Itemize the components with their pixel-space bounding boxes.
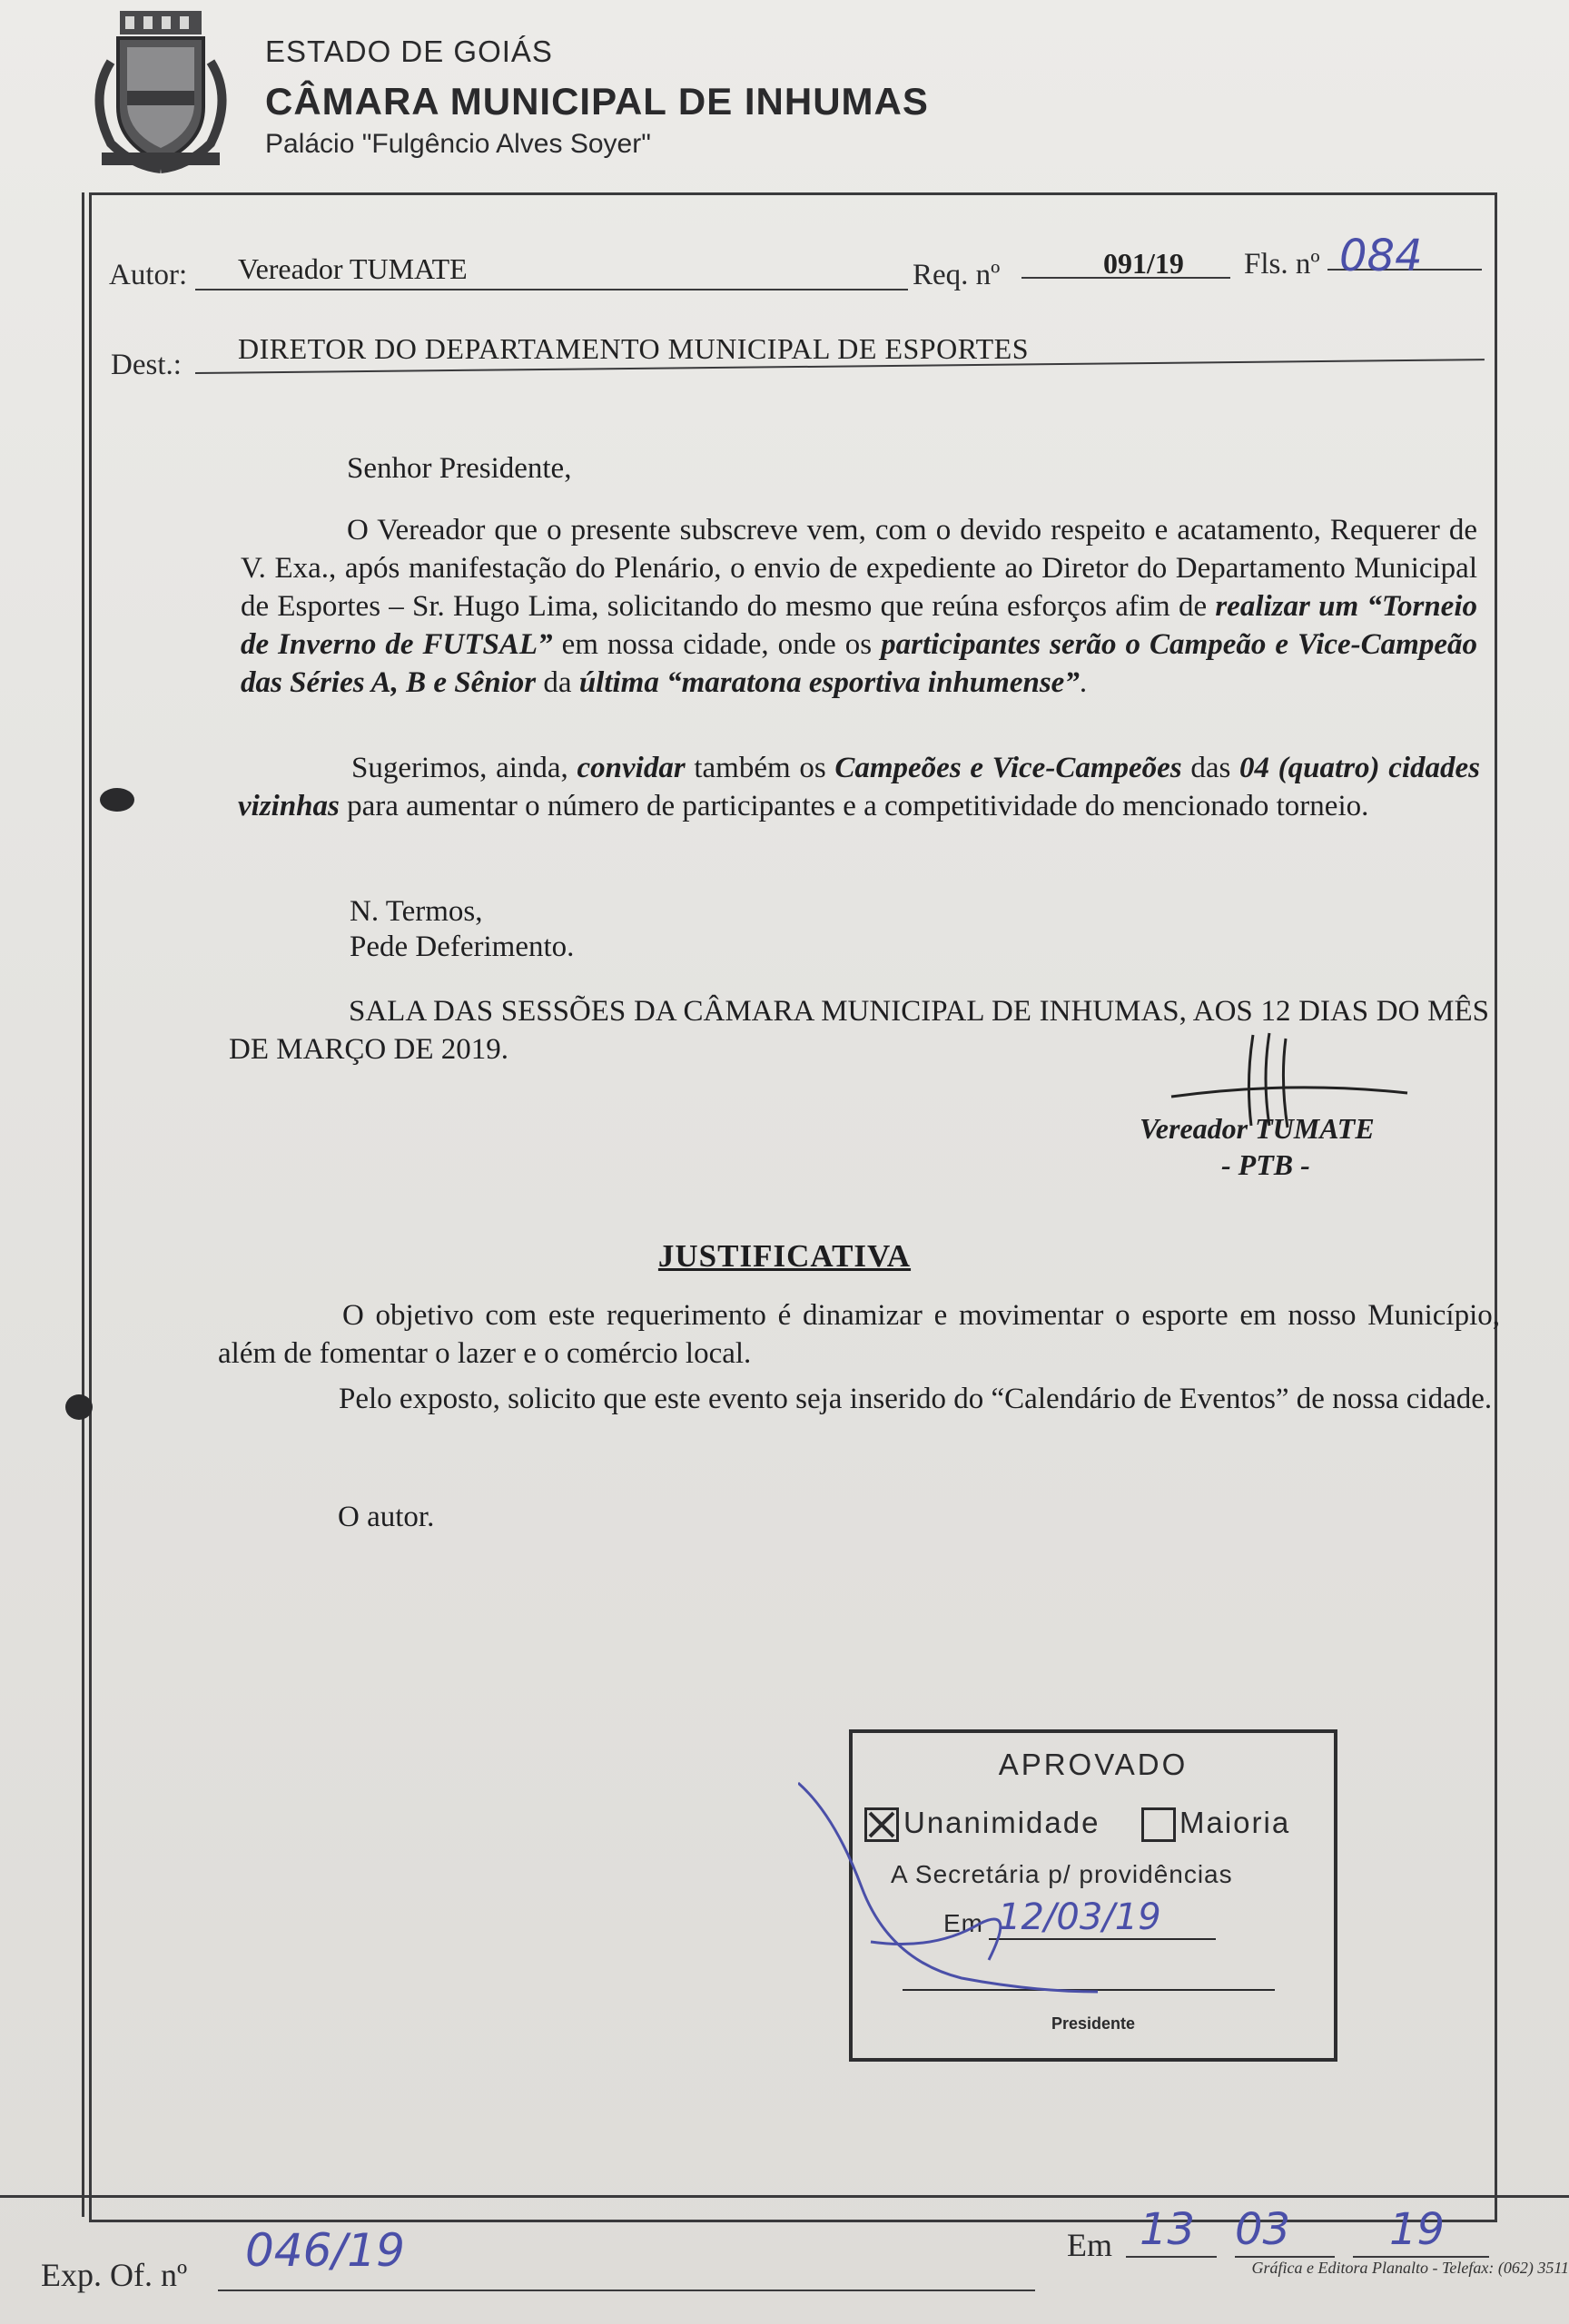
exp-label: Exp. Of. nº [41, 2257, 188, 2293]
chamber-name: CÂMARA MUNICIPAL DE INHUMAS [265, 80, 929, 123]
closing-request: Pede Deferimento. [350, 931, 575, 963]
president-signature-scribble [798, 1778, 1125, 2014]
req-value: 091/19 [1103, 247, 1184, 280]
punch-hole-mark [65, 1394, 93, 1420]
majority-checkbox[interactable] [1141, 1807, 1176, 1842]
session-date-line: SALA DAS SESSÕES DA CÂMARA MUNICIPAL DE INHUMAS, AOS 12 DIAS DO MÊS DE MARÇO DE 2019. [229, 995, 1489, 1066]
unanimity-label: Unanimidade [903, 1806, 1100, 1839]
author-line [195, 289, 908, 290]
paragraph-suggestion: Sugerimos, ainda, convidar também os Campeões e Vice-Campeões das 04 (quatro) cidades vizinhas para aumentar o número de participantes e a competitividade do mencionado torneio. [238, 752, 1481, 822]
exp-handwritten-value: 046/19 [245, 2224, 405, 2277]
dest-value: DIRETOR DO DEPARTAMENTO MUNICIPAL DE ESPORTES [238, 332, 1029, 365]
majority-label: Maioria [1179, 1806, 1291, 1839]
paragraph-request: O Vereador que o presente subscreve vem, com o devido respeito e acatamento, Requerer de V. Exa., após manifestação do Plenário, o envio de expediente ao Diretor do Departamento Municipal de Esportes – Sr. Hugo Lima, solicitando do mesmo que reúna esforços afim de realizar um “Torneio de Inverno de FUTSAL” em nossa cidade, onde os participantes serão o Campeão e Vice-Campeão das Séries A, B e Sênior da última “maratona esportiva inhumense”. [241, 514, 1478, 699]
signer-name: Vereador TUMATE [1140, 1112, 1375, 1145]
stamp-em-label: Em [943, 1909, 983, 1937]
footer-day-line [1126, 2256, 1217, 2258]
printer-credit: Gráfica e Editora Planalto - Telefax: (062) 3511 [1251, 2259, 1569, 2277]
footer-month: 03 [1235, 2204, 1291, 2255]
stamp-title: APROVADO [998, 1748, 1189, 1781]
justification-heading: JUSTIFICATIVA [657, 1238, 912, 1274]
footer-year: 19 [1389, 2204, 1446, 2255]
palace-name: Palácio "Fulgêncio Alves Soyer" [265, 129, 651, 159]
justification-paragraph-2: Pelo exposto, solicito que este evento seja inserido do “Calendário de Eventos” de nossa cidade. [339, 1383, 1493, 1415]
fls-label: Fls. nº [1244, 248, 1320, 281]
state-name: ESTADO DE GOIÁS [265, 34, 553, 68]
footer-day: 13 [1140, 2204, 1196, 2255]
punch-hole-mark [100, 788, 134, 812]
approval-stamp [849, 1729, 1337, 2062]
footer-year-line [1353, 2256, 1489, 2258]
closing-terms: N. Termos, [350, 895, 483, 928]
justification-author: O autor. [338, 1501, 435, 1533]
dest-label: Dest.: [111, 349, 182, 381]
stamp-handwritten-date: 12/03/19 [998, 1896, 1161, 1938]
footer-rule [0, 2195, 1569, 2198]
municipal-crest-icon [84, 7, 238, 175]
signer-party: - PTB - [1221, 1148, 1310, 1181]
salutation: Senhor Presidente, [347, 452, 572, 485]
secretary-line: A Secretária p/ providências [891, 1860, 1233, 1888]
justification-paragraph-1: O objetivo com este requerimento é dinamizar e movimentar o esporte em nosso Município, além de fomentar o lazer e o comércio local. [218, 1299, 1500, 1370]
author-label: Autor: [109, 259, 188, 291]
exp-line [218, 2290, 1035, 2291]
footer-month-line [1235, 2256, 1335, 2258]
fls-handwritten-value: 084 [1339, 231, 1423, 281]
frame-double-line [82, 192, 84, 2217]
req-label: Req. nº [913, 259, 1001, 291]
president-label: Presidente [1051, 2014, 1136, 2033]
author-value: Vereador TUMATE [238, 252, 468, 285]
footer-em-label: Em [1067, 2227, 1112, 2263]
